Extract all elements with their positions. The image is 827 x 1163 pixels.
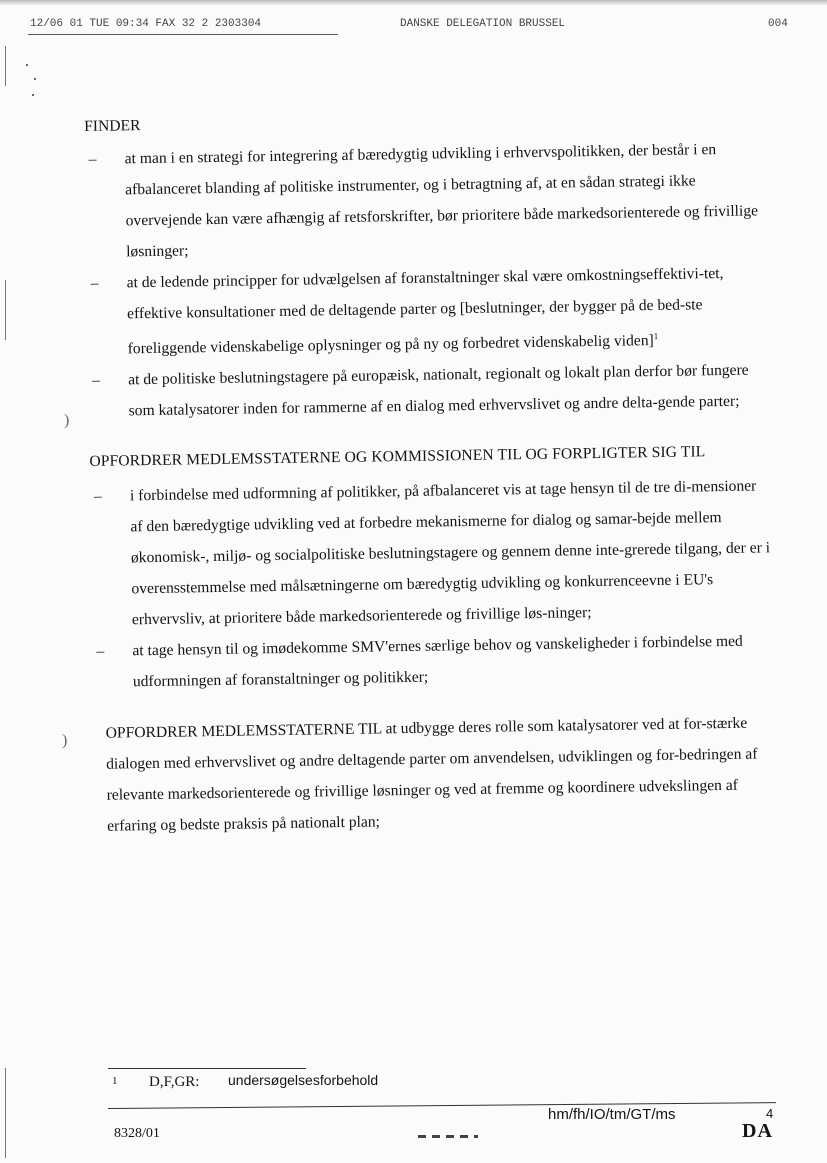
finder-list — [84, 133, 768, 427]
list-item — [92, 625, 773, 698]
footnote-divider — [108, 1068, 306, 1069]
document-body — [84, 105, 775, 842]
bullet-dash: – — [88, 150, 97, 168]
scan-footer-cut — [418, 1135, 478, 1138]
list-item — [88, 354, 769, 427]
section-heading-call-member-states: OPFORDRER MEDLEMSSTATERNE TIL — [105, 720, 382, 742]
page-number: 4 — [766, 1106, 774, 1121]
section-heading-call-both: OPFORDRER MEDLEMSSTATERNE OG KOMMISSIONEN TIL OG FORPLIGTER SIG TIL — [89, 443, 706, 470]
author-initials: hm/fh/IO/tm/GT/ms — [548, 1106, 676, 1123]
list-item-text: at de ledende principper for udvælgelsen af foranstaltninger skal være omkostningseffektivi-tet, effektive konsultationer med de deltagende parter og [beslutninger, der bygger på de bed-ste foreliggende videnskabelige oplysninger og på ny og forbedret videnskabelig viden] — [126, 264, 724, 358]
language-code: DA — [742, 1120, 773, 1142]
scan-edge — [0, 0, 827, 6]
fax-header-left: 12/06 01 TUE 09:34 FAX 32 2 2303304 — [30, 18, 262, 30]
section-heading-finder: FINDER — [84, 117, 141, 135]
fax-header-right: 004 — [768, 18, 788, 30]
bullet-dash: – — [92, 371, 101, 389]
call-member-states-paragraph — [105, 707, 775, 841]
footnote-reference: 1 — [653, 331, 659, 342]
footer-divider — [108, 1102, 776, 1109]
call-both-list — [90, 470, 773, 698]
scan-speck — [34, 78, 36, 80]
paragraph-text: at udbygge deres rolle som katalysatorer ved at for-stærke dialogen med erhvervslivet og andre deltagende parter om anvendelsen, udviklingen og for-bedringen af relevante markedsorienterede og frivillige løsninger og ved at fremme og koordinere udvekslingen af erfaring og bedste praksis på nationalt plan; — [106, 714, 758, 835]
scan-speck — [32, 94, 34, 96]
list-item — [86, 257, 767, 365]
list-item — [90, 470, 772, 636]
scan-margin-paren: ) — [64, 412, 70, 429]
scan-margin-paren: ) — [62, 732, 68, 749]
scan-margin-mark — [5, 280, 6, 340]
footnote-text: undersøgelsesforbehold — [228, 1072, 379, 1088]
document-number: 8328/01 — [114, 1126, 160, 1141]
scan-margin-mark — [5, 1068, 6, 1158]
footnote-number: 1 — [112, 1075, 118, 1087]
fax-header-rule — [28, 34, 338, 35]
fax-header-center: DANSKE DELEGATION BRUSSEL — [400, 18, 566, 30]
list-item-text: at tage hensyn til og imødekomme SMV'ernes særlige behov og vanskeligheder i forbindelse med udformningen af foranstaltninger og politikker; — [132, 632, 743, 691]
bullet-dash: – — [93, 487, 102, 505]
bullet-dash: – — [96, 642, 105, 660]
bullet-dash: – — [90, 274, 99, 292]
list-item-text: at man i en strategi for integrering af bæredygtig udvikling i erhvervspolitikken, der består i en afbalanceret blanding af politiske instrumenter, og i betragtning af, at en sådan strategi ikke overvejende kan være afhængig af retsforskrifter, bør prioritere både markedsorienterede og frivillige løsninger; — [124, 141, 759, 261]
scan-speck — [26, 64, 28, 66]
list-item-text: at de politiske beslutningstagere på europæisk, nationalt, regionalt og lokalt plan derfor bør fungere som katalysatorer inden for rammerne af en dialog med erhvervslivet og andre delta-gende parter; — [128, 361, 749, 420]
list-item — [84, 133, 766, 268]
list-item-text: i forbindelse med udformning af politikker, på afbalanceret vis at tage hensyn til de tre di-mensioner af den bæredygtige udvikling ved at forbedre mekanismerne for dialog og samar-bejde mellem økonomisk-, miljø- og socialpolitiske beslutningstagere og gennem denne inte-grerede tilgang, der er i overensstemmelse med målsætningerne om bæredygtig udvikling og konkurrenceevne i EU's erhvervsliv, at prioritere både markedsorienterede og frivillige løs-ninger; — [129, 477, 771, 629]
footnote-code: D,F,GR: — [149, 1074, 200, 1090]
scan-margin-mark — [5, 46, 6, 86]
